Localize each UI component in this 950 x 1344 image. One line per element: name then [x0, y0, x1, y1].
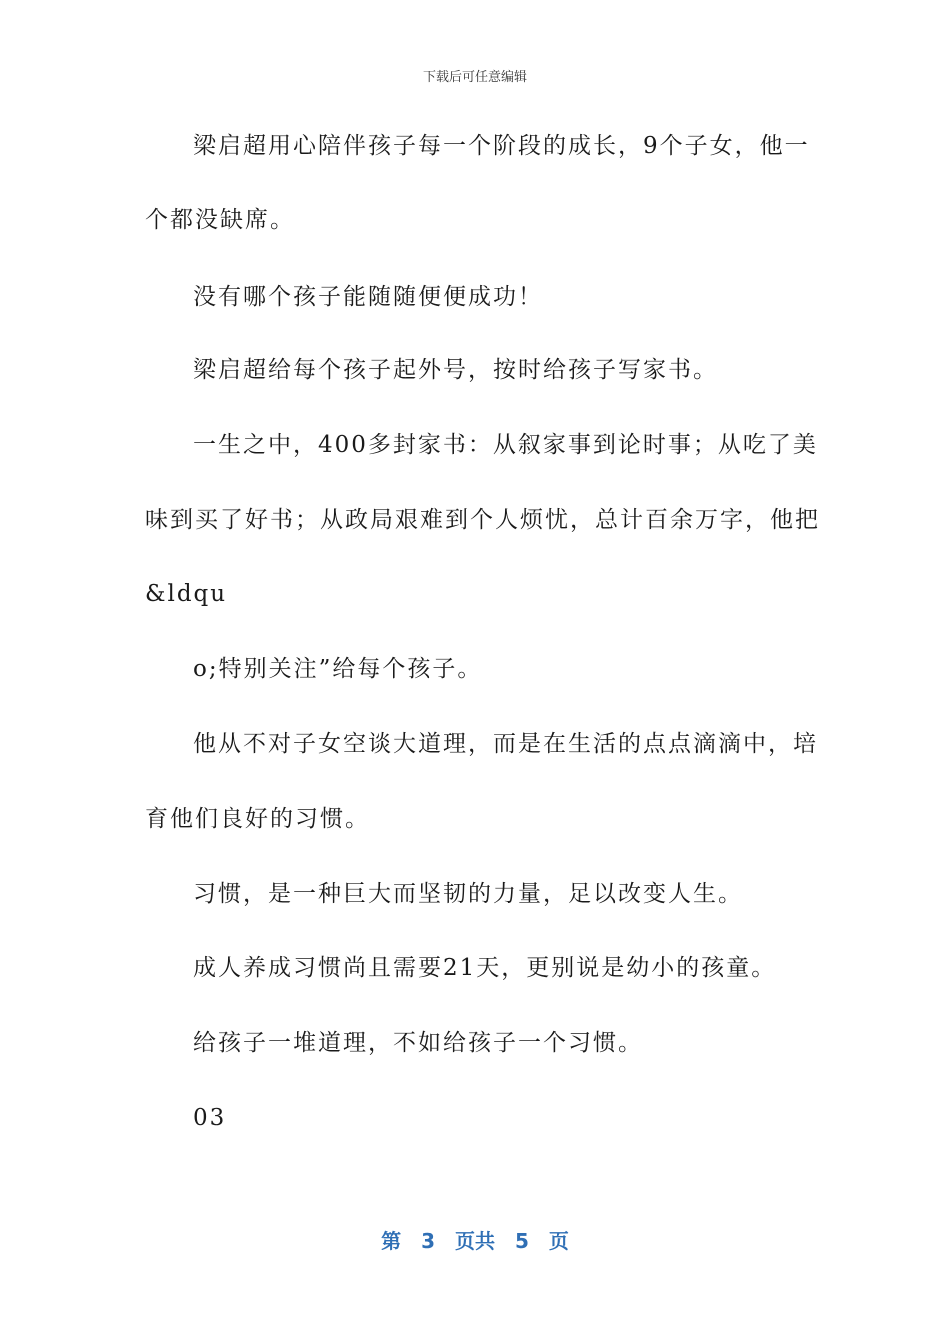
page-current: 3	[421, 1229, 435, 1253]
paragraph-line: 味到买了好书；从政局艰难到个人烦忧，总计百余万字，他把	[145, 507, 820, 533]
paragraph-line: 他从不对子女空谈大道理，而是在生活的点点滴滴中，培	[193, 731, 818, 757]
paragraph-line: 梁启超用心陪伴孩子每一个阶段的成长，9个子女，他一	[193, 133, 810, 159]
page-label-prefix: 第	[381, 1229, 402, 1253]
page-label-mid: 页共	[455, 1229, 495, 1253]
paragraph-line: 育他们良好的习惯。	[145, 806, 370, 832]
paragraph-line: o;特别关注”给每个孩子。	[193, 656, 483, 682]
page-label-suffix: 页	[548, 1229, 569, 1253]
paragraph-line: 成人养成习惯尚且需要21天，更别说是幼小的孩童。	[193, 955, 777, 981]
paragraph-line: 个都没缺席。	[145, 207, 295, 233]
paragraph-line: 给孩子一堆道理，不如给孩子一个习惯。	[193, 1030, 643, 1056]
paragraph-line: 没有哪个孩子能随随便便成功！	[193, 284, 543, 310]
paragraph-line: 一生之中，400多封家书：从叙家事到论时事；从吃了美	[193, 432, 818, 458]
paragraph-line: 梁启超给每个孩子起外号，按时给孩子写家书。	[193, 357, 718, 383]
section-number: 03	[193, 1105, 227, 1131]
paragraph-line: &ldqu	[145, 581, 228, 607]
page-footer	[0, 1225, 950, 1254]
page-total: 5	[515, 1229, 529, 1253]
paragraph-line: 习惯，是一种巨大而坚韧的力量，足以改变人生。	[193, 881, 743, 907]
page-header: 下载后可任意编辑	[422, 70, 527, 85]
